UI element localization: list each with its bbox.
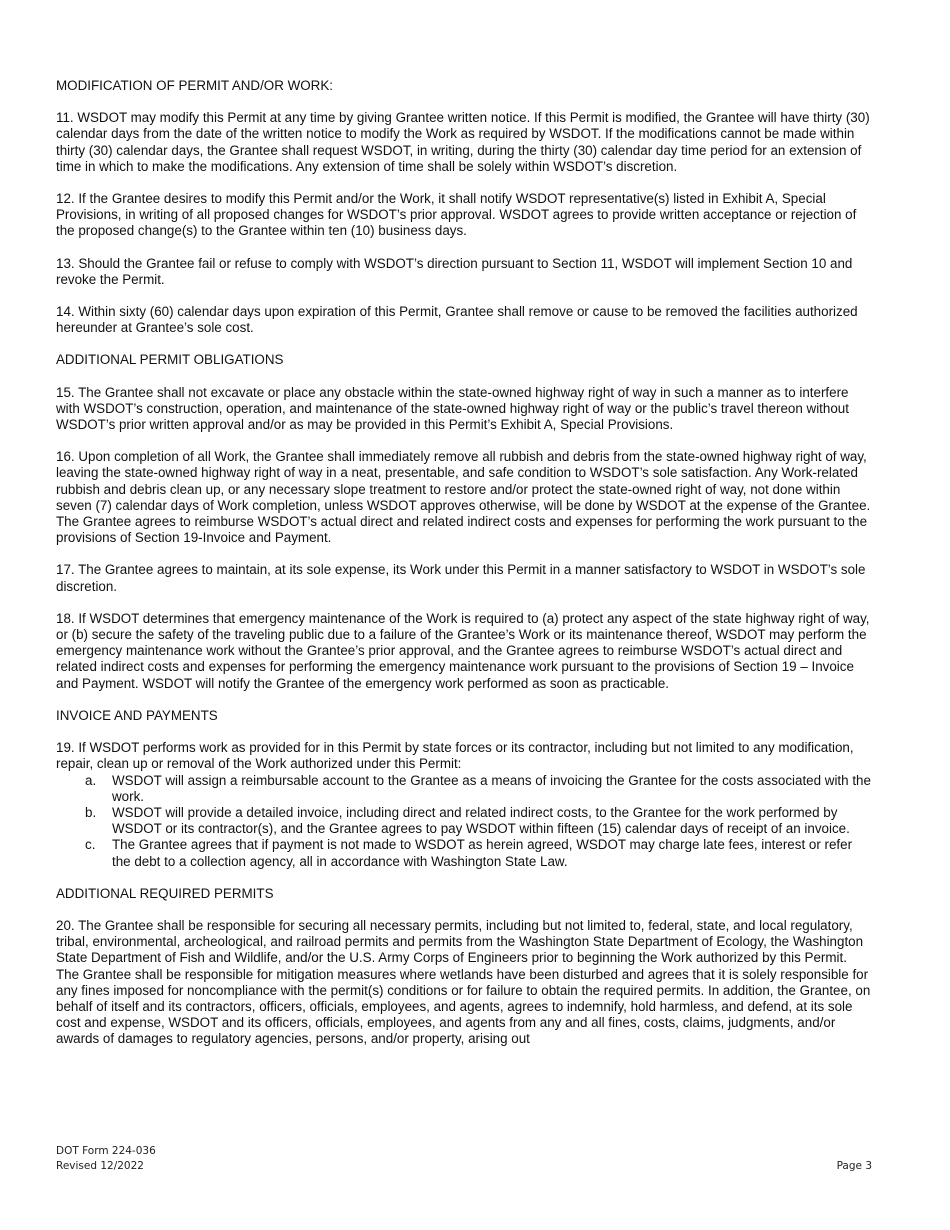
- paragraph-11: 11. WSDOT may modify this Permit at any time by giving Grantee written notice. If this Permit is modified, the Grantee will have thirty (30) calendar days from the date of the written notice to modify the Work as required by WSDOT. If the modifications cannot be made within thirty (30) calendar days, the Grantee shall request WSDOT, in writing, during the thirty (30) calendar day time period for an extension of time in which to make the modifications. Any extension of time shall be solely within WSDOT’s discretion.: [56, 110, 870, 174]
- footer-form-number: DOT Form 224-036: [56, 1145, 156, 1157]
- list-item-text: The Grantee agrees that if payment is not made to WSDOT as herein agreed, WSDOT may charge late fees, interest or refer the debt to a collection agency, all in accordance with Washington State Law.: [112, 837, 853, 869]
- paragraph-18: 18. If WSDOT determines that emergency maintenance of the Work is required to (a) protect any aspect of the state highway right of way, or (b) secure the safety of the traveling public due to a failure of the Grantee’s Work or its maintenance thereof, WSDOT may perform the emergency maintenance work without the Grantee’s prior approval, and the Grantee agrees to reimburse WSDOT’s actual direct and related indirect costs and expenses for performing the emergency maintenance work pursuant to the provisions of Section 19 – Invoice and Payment. WSDOT will notify the Grantee of the emergency work performed as soon as practicable.: [56, 610, 870, 691]
- page-number: Page 3: [836, 1160, 872, 1172]
- footer-form-info: [56, 1144, 156, 1174]
- section-heading-obligations: ADDITIONAL PERMIT OBLIGATIONS: [56, 352, 284, 368]
- list-item-letter: b.: [85, 804, 97, 820]
- section-heading-modification: MODIFICATION OF PERMIT AND/OR WORK:: [56, 78, 333, 93]
- list-item-letter: a.: [85, 772, 97, 788]
- list-item: [56, 837, 872, 869]
- list-item-text: WSDOT will provide a detailed invoice, including direct and related indirect costs, to the Grantee for the work performed by WSDOT or its contractor(s), and the Grantee agrees to pay WSDOT within fifteen (15) calendar days of receipt of an invoice.: [112, 804, 850, 837]
- list-item-text: WSDOT will assign a reimbursable account to the Grantee as a means of invoicing the Grantee for the costs associated with the work.: [112, 772, 871, 804]
- footer-revised-date: Revised 12/2022: [56, 1160, 144, 1172]
- paragraph-19-list: [56, 773, 872, 870]
- list-item: [56, 773, 872, 805]
- paragraph-12: 12. If the Grantee desires to modify this Permit and/or the Work, it shall notify WSDOT representative(s) listed in Exhibit A, Special Provisions, in writing of all proposed changes for WSDOT’s prior approval. WSDOT agrees to provide written acceptance or rejection of the proposed change(s) to the Grantee within ten (10) business days.: [56, 191, 857, 239]
- document-body: [56, 78, 872, 1064]
- section-heading-permits: ADDITIONAL REQUIRED PERMITS: [56, 885, 274, 901]
- paragraph-20: 20. The Grantee shall be responsible for securing all necessary permits, including but not limited to, federal, state, and local regulatory, tribal, environmental, archeological, and railroad permits and permits from the Washington State Department of Ecology, the Washington State Department of Fish and Wildlife, and/or the U.S. Army Corps of Engineers prior to beginning the Work authorized by this Permit. The Grantee shall be responsible for mitigation measures where wetlands have been disturbed and agrees that it is solely responsible for any fines imposed for noncompliance with the permit(s) conditions or for failure to obtain the required permits. In addition, the Grantee, on behalf of itself and its contractors, officers, officials, employees, and agents, agrees to indemnify, hold harmless, and defend, at its sole cost and expense, WSDOT and its officers, officials, employees, and agents from any and all fines, costs, claims, judgments, and/or awards of damages to regulatory agencies, persons, and/or property, arising out: [56, 917, 871, 1047]
- paragraph-15: 15. The Grantee shall not excavate or place any obstacle within the state-owned highway right of way in such a manner as to interfere with WSDOT’s construction, operation, and maintenance of the state-owned highway right of way or the public’s travel thereon without WSDOT’s prior written approval and/or as may be provided in this Permit’s Exhibit A, Special Provisions.: [56, 384, 849, 433]
- paragraph-16: 16. Upon completion of all Work, the Grantee shall immediately remove all rubbish and debris from the state-owned highway right of way, leaving the state-owned highway right of way in a neat, presentable, and safe condition to WSDOT’s sole satisfaction. Any Work-related rubbish and debris clean up, or any necessary slope treatment to restore and/or protect the state-owned right of way, not done within seven (7) calendar days of Work completion, unless WSDOT approves otherwise, will be done by WSDOT at the expense of the Grantee. The Grantee agrees to reimburse WSDOT’s actual direct and related indirect costs and expenses for performing the work pursuant to the provisions of Section 19-Invoice and Payment.: [56, 449, 871, 546]
- paragraph-14: 14. Within sixty (60) calendar days upon expiration of this Permit, Grantee shall remove or cause to be removed the facilities authorized hereunder at Grantee’s sole cost.: [56, 304, 858, 336]
- list-item-letter: c.: [85, 837, 96, 853]
- paragraph-13: 13. Should the Grantee fail or refuse to comply with WSDOT’s direction pursuant to Section 11, WSDOT will implement Section 10 and revoke the Permit.: [56, 255, 853, 287]
- section-heading-invoice: INVOICE AND PAYMENTS: [56, 707, 218, 723]
- list-item: [56, 805, 872, 837]
- paragraph-17: 17. The Grantee agrees to maintain, at its sole expense, its Work under this Permit in a manner satisfactory to WSDOT in WSDOT’s sole discretion.: [56, 562, 866, 594]
- paragraph-19: 19. If WSDOT performs work as provided for in this Permit by state forces or its contractor, including but not limited to any modification, repair, clean up or removal of the Work authorized under this Permit:: [56, 740, 854, 772]
